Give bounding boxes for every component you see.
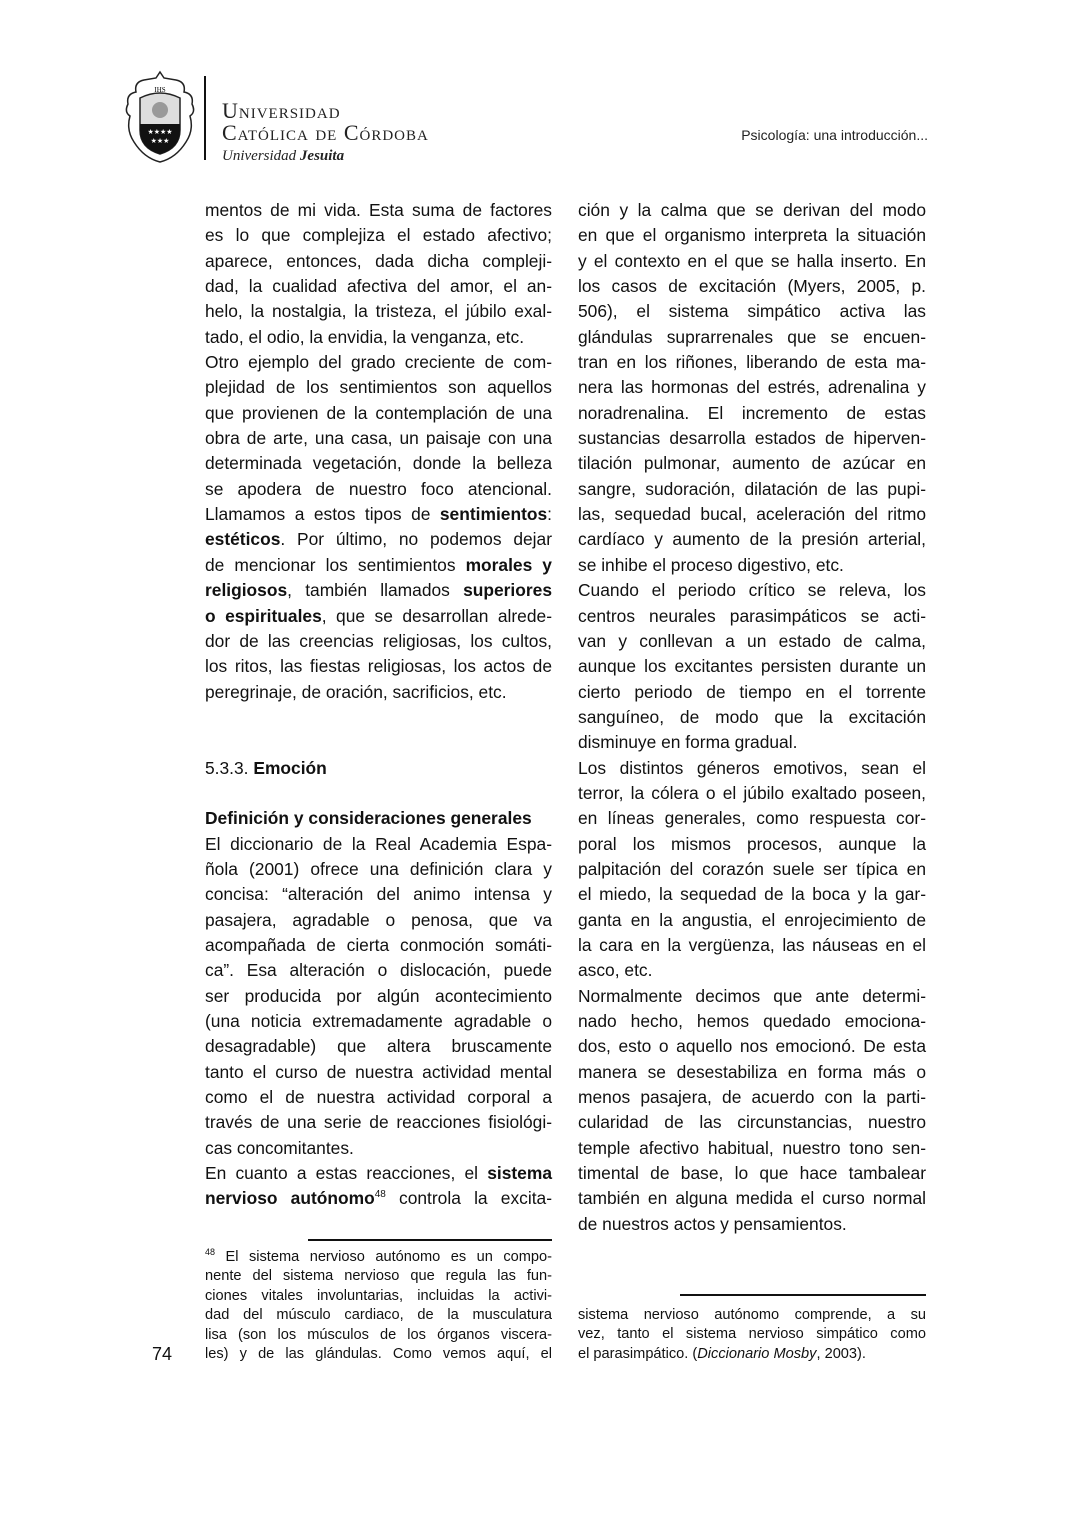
text-segment: que provienen de la contemplación de una xyxy=(205,402,552,423)
university-crest-logo xyxy=(124,68,196,164)
text-line xyxy=(205,1345,552,1364)
university-name-line2: Católica de Córdoba xyxy=(222,120,429,145)
text-line xyxy=(578,832,926,857)
text-line xyxy=(205,680,552,705)
svg-text:★★★★: ★★★★ xyxy=(147,129,173,136)
text-line xyxy=(578,1136,926,1161)
text-line xyxy=(578,477,926,502)
text-segment: menos pasajera, de acuerdo con la parti- xyxy=(578,1087,926,1108)
text-segment: vez, tanto el sistema nervioso simpático como xyxy=(578,1326,926,1343)
text-line xyxy=(578,781,926,806)
text-segment: la cara en la vergüenza, las náuseas en el xyxy=(578,934,926,955)
text-line xyxy=(205,1110,552,1135)
text-line xyxy=(578,1161,926,1186)
text-line xyxy=(205,350,552,375)
text-line xyxy=(578,578,926,603)
text-line xyxy=(578,401,926,426)
text-line xyxy=(578,553,926,578)
text-line xyxy=(205,451,552,476)
text-line xyxy=(578,274,926,299)
text-line xyxy=(205,1248,552,1267)
text-segment: peregrinaje, de oración, sacrificios, etc. xyxy=(205,681,507,702)
text-line xyxy=(578,984,926,1009)
text-segment: , también llamados xyxy=(287,580,464,601)
text-line xyxy=(578,730,926,755)
text-segment: En cuanto a estas reacciones, el xyxy=(205,1163,488,1184)
text-segment: . Por último, no podemos dejar xyxy=(280,529,552,550)
text-line xyxy=(205,477,552,502)
text-line xyxy=(205,806,552,831)
text-segment: también en alguna medida el curso normal xyxy=(578,1188,926,1209)
text-segment: poral los mismos procesos, aunque la xyxy=(578,833,926,854)
svg-text:★★★: ★★★ xyxy=(150,138,170,145)
university-name xyxy=(222,100,429,168)
text-segment: nera las hormonas del estrés, adrenalina y xyxy=(578,377,926,398)
text-segment: los ritos, las fiestas religiosas, los actos de xyxy=(205,656,552,677)
footnote-48 xyxy=(205,1248,552,1364)
text-line xyxy=(205,705,552,730)
text-line xyxy=(578,451,926,476)
text-line xyxy=(205,553,552,578)
text-segment: aparece, entonces, dada dicha compleji- xyxy=(205,250,552,271)
text-line xyxy=(205,1161,552,1186)
text-line xyxy=(205,1085,552,1110)
text-line xyxy=(578,249,926,274)
text-segment: en que el organismo interpreta la situación xyxy=(578,225,926,246)
text-segment: nado hecho, hemos quedado emociona- xyxy=(578,1011,926,1031)
text-line xyxy=(578,933,926,958)
text-line xyxy=(578,1009,926,1034)
text-segment: Llamamos a estos tipos de xyxy=(205,504,440,525)
text-segment: es lo que complejiza el estado afectivo; xyxy=(205,225,552,246)
text-segment: tran en los riñones, liberando de esta ma- xyxy=(578,352,926,373)
text-segment: de mencionar los sentimientos xyxy=(205,554,466,575)
text-segment: cierto periodo de tiempo en el torrente xyxy=(578,681,926,702)
text-segment: estéticos xyxy=(205,529,281,550)
text-segment: disminuye en forma gradual. xyxy=(578,732,798,753)
text-segment: desagradable) que altera bruscamente xyxy=(205,1036,552,1057)
page-number: 74 xyxy=(152,1344,173,1364)
text-segment: en líneas generales, como respuesta cor- xyxy=(578,808,926,829)
text-segment: o espirituales xyxy=(205,605,322,626)
text-line xyxy=(578,1306,926,1325)
text-segment: plejidad de los sentimientos son aquellos xyxy=(205,377,552,398)
text-segment: sistema nervioso autónomo comprende, a su xyxy=(578,1307,926,1323)
text-line xyxy=(205,908,552,933)
text-line xyxy=(578,806,926,831)
text-segment: sistema xyxy=(487,1163,552,1184)
text-segment: palpitación del corazón suele ser típica en xyxy=(578,858,926,879)
text-line xyxy=(578,325,926,350)
text-segment: las, sequedad bucal, aceleración del ritmo xyxy=(578,504,926,525)
text-segment: se inhibe el proceso digestivo, etc. xyxy=(578,554,844,575)
text-line xyxy=(205,1060,552,1085)
left-text-column xyxy=(205,198,552,1212)
text-line xyxy=(205,654,552,679)
text-line xyxy=(578,1110,926,1135)
text-segment: el miedo, la sequedad de la boca y la gar- xyxy=(578,884,926,905)
footnote-reference: 48 xyxy=(374,1189,386,1201)
text-segment: Emoción xyxy=(253,757,327,778)
text-line xyxy=(578,527,926,552)
text-segment: lisa (son los músculos de los órganos viscera- xyxy=(205,1326,552,1343)
text-line xyxy=(205,1306,552,1325)
text-segment: Diccionario Mosby xyxy=(697,1345,817,1362)
text-segment: tilación pulmonar, aumento de azúcar en xyxy=(578,453,926,474)
text-segment: ciones vitales involuntarias, incluidas la activi- xyxy=(205,1287,552,1304)
text-line xyxy=(578,1325,926,1344)
text-line xyxy=(205,1326,552,1345)
text-segment: dor de las creencias religiosas, los cultos, xyxy=(205,630,552,651)
text-line xyxy=(578,375,926,400)
text-segment: 5.3.3. xyxy=(205,757,254,778)
text-segment: asco, etc. xyxy=(578,960,653,981)
text-line xyxy=(205,426,552,451)
text-line xyxy=(205,249,552,274)
text-line xyxy=(578,426,926,451)
text-segment: el parasimpático. ( xyxy=(578,1345,698,1362)
text-line xyxy=(205,1009,552,1034)
text-line xyxy=(205,730,552,755)
text-segment: , que se desarrollan alrede- xyxy=(321,605,552,626)
text-line xyxy=(578,1345,926,1364)
text-segment: les) y de las glándulas. Como vemos aquí, el xyxy=(205,1345,552,1362)
text-segment: timental de base, lo que hace tambalear xyxy=(578,1163,926,1184)
text-line xyxy=(578,705,926,730)
text-line xyxy=(578,857,926,882)
text-segment: cardíaco y aumento de la presión arterial, xyxy=(578,529,926,550)
university-tagline xyxy=(222,144,429,168)
text-segment: sustancias desarrolla estados de hiperven- xyxy=(578,428,926,449)
text-segment: pasajera, agradable o penosa, que va xyxy=(205,909,552,930)
text-line xyxy=(205,1034,552,1059)
text-segment: determinada vegetación, donde la belleza xyxy=(205,453,552,474)
text-line xyxy=(578,1212,926,1237)
text-line xyxy=(578,299,926,324)
text-segment: (una noticia extremadamente agradable o xyxy=(205,1011,552,1031)
text-segment: Normalmente decimos que ante determi- xyxy=(578,985,926,1006)
tagline-part: Universidad xyxy=(222,148,297,164)
text-line xyxy=(205,1186,552,1211)
text-line xyxy=(205,198,552,223)
text-segment: tado, el odio, la envidia, la venganza, etc. xyxy=(205,326,525,347)
text-segment: glándulas suprarrenales que se encuen- xyxy=(578,326,926,347)
text-line xyxy=(578,958,926,983)
text-segment: 506), el sistema simpático activa las xyxy=(578,301,926,322)
text-line xyxy=(205,857,552,882)
text-segment: Otro ejemplo del grado creciente de com- xyxy=(205,352,552,373)
text-line xyxy=(205,781,552,806)
footnote-rule-right xyxy=(680,1294,926,1296)
text-line xyxy=(205,984,552,1009)
text-line xyxy=(578,604,926,629)
text-line xyxy=(205,527,552,552)
footnote-rule-left xyxy=(308,1239,552,1241)
text-segment: obra de arte, una casa, un paisaje con una xyxy=(205,428,552,449)
text-line xyxy=(205,578,552,603)
text-line xyxy=(205,401,552,426)
text-segment: manera se desestabiliza en forma más o xyxy=(578,1061,926,1082)
text-line xyxy=(205,1136,552,1161)
text-segment: temple afectivo habitual, nuestro tono sen- xyxy=(578,1137,926,1158)
text-segment: cularidad de las circunstancias, nuestro xyxy=(578,1112,926,1133)
text-segment: ción y la calma que se derivan del modo xyxy=(578,200,926,220)
text-segment: de nuestros actos y pensamientos. xyxy=(578,1213,847,1234)
text-line xyxy=(205,832,552,857)
text-segment: van y conllevan a un estado de calma, xyxy=(578,630,926,651)
text-segment: terror, la cólera o el júbilo exaltado poseen, xyxy=(578,782,926,803)
text-segment: través de una serie de reacciones fisiológi- xyxy=(205,1112,552,1133)
text-line xyxy=(578,882,926,907)
running-title: Psicología: una introducción... xyxy=(741,127,928,143)
text-segment: morales y xyxy=(465,554,552,575)
text-line xyxy=(205,1267,552,1286)
university-name-line1: Universidad xyxy=(222,98,341,123)
text-segment: sanguíneo, de modo que la excitación xyxy=(578,706,926,727)
text-line xyxy=(205,1287,552,1306)
text-segment: El diccionario de la Real Academia Espa- xyxy=(205,833,552,854)
text-line xyxy=(578,908,926,933)
text-line xyxy=(578,1085,926,1110)
text-segment: ca”. Esa alteración o dislocación, puede xyxy=(205,960,552,981)
text-segment: , 2003). xyxy=(816,1345,866,1362)
text-segment: dos, esto o aquello nos emocionó. De esta xyxy=(578,1036,926,1057)
text-segment: ser producida por algún acontecimiento xyxy=(205,985,552,1006)
text-line xyxy=(578,680,926,705)
text-segment: dad del músculo cardiaco, de la musculatura xyxy=(205,1307,552,1324)
text-segment: cas concomitantes. xyxy=(205,1137,354,1158)
text-segment: se apodera de nuestro foco atencional. xyxy=(205,478,552,499)
text-line xyxy=(205,756,552,781)
text-line xyxy=(205,274,552,299)
text-segment: acompañada de cierta conmoción somáti- xyxy=(205,934,552,955)
text-line xyxy=(578,223,926,248)
text-line xyxy=(205,882,552,907)
text-segment: mentos de mi vida. Esta suma de factores xyxy=(205,200,552,220)
text-segment: religiosos xyxy=(205,580,288,601)
text-line xyxy=(205,604,552,629)
text-line xyxy=(205,325,552,350)
text-segment: aunque los excitantes persisten durante un xyxy=(578,656,926,677)
text-segment: controla la excita- xyxy=(385,1188,553,1209)
text-line xyxy=(578,502,926,527)
text-segment: superiores xyxy=(463,580,552,601)
text-segment: noradrenalina. El incremento de estas xyxy=(578,402,926,423)
text-segment: El sistema nervioso autónomo es un compo- xyxy=(215,1249,552,1265)
text-line xyxy=(578,198,926,223)
text-line xyxy=(205,502,552,527)
text-segment: y el contexto en el que se halla inserto. En xyxy=(578,250,926,271)
text-line xyxy=(205,629,552,654)
text-segment: los casos de excitación (Myers, 2005, p. xyxy=(578,276,926,297)
text-segment: como el de nuestra actividad corporal a xyxy=(205,1087,552,1108)
text-line xyxy=(578,629,926,654)
text-segment: Definición y consideraciones generales xyxy=(205,808,532,829)
text-line xyxy=(205,299,552,324)
text-line xyxy=(205,933,552,958)
footnote-reference: 48 xyxy=(205,1247,216,1257)
text-line xyxy=(578,756,926,781)
right-text-column xyxy=(578,198,926,1237)
header-divider xyxy=(204,76,206,160)
text-segment: nervioso autónomo xyxy=(205,1188,375,1209)
text-segment: tanto el curso de nuestra actividad mental xyxy=(205,1061,552,1082)
text-segment: Los distintos géneros emotivos, sean el xyxy=(578,757,926,778)
text-segment: ganta en la angustia, el enrojecimiento de xyxy=(578,909,926,930)
text-line xyxy=(205,958,552,983)
tagline-bold: Jesuita xyxy=(299,148,345,164)
text-segment: sentimientos xyxy=(439,504,548,525)
text-segment: helo, la nostalgia, la tristeza, el júbilo exal- xyxy=(205,301,552,322)
footnote-continuation xyxy=(578,1306,926,1364)
text-segment: nente del sistema nervioso que regula las fun- xyxy=(205,1268,552,1285)
text-segment: ñola (2001) ofrece una definición clara y xyxy=(205,858,552,879)
text-segment: dad, la cualidad afectiva del amor, el an- xyxy=(205,276,552,297)
text-line xyxy=(578,654,926,679)
text-line xyxy=(578,350,926,375)
text-segment: centros neurales parasimpáticos se acti- xyxy=(578,605,926,626)
text-segment: sangre, sudoración, dilatación de las pupi- xyxy=(578,478,926,499)
text-line xyxy=(205,223,552,248)
text-line xyxy=(578,1186,926,1211)
text-segment: Cuando el periodo crítico se releva, los xyxy=(578,580,926,601)
text-line xyxy=(205,375,552,400)
text-segment: concisa: “alteración del animo intensa y xyxy=(205,884,552,905)
text-line xyxy=(578,1034,926,1059)
text-line xyxy=(578,1060,926,1085)
text-segment: : xyxy=(547,504,552,525)
logo-monogram: IHS xyxy=(154,86,166,94)
